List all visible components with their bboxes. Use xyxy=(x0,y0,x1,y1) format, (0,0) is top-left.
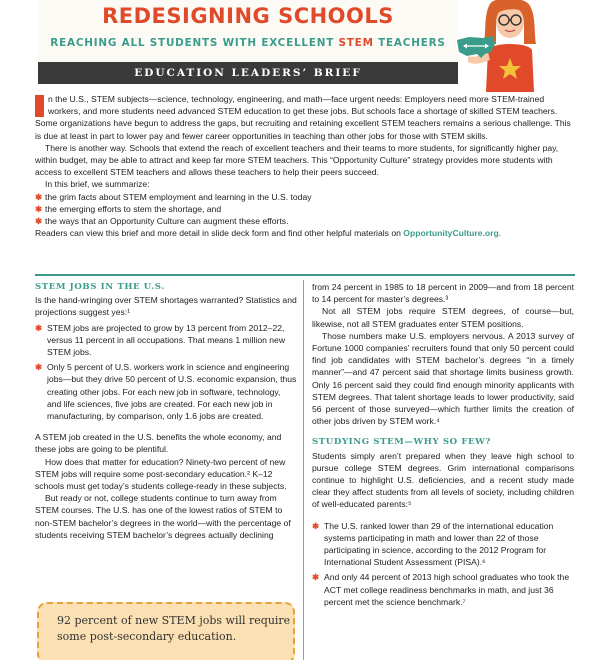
act-bullet xyxy=(312,571,574,608)
right-paragraph-3: Those numbers make U.S. employers nervous. A 2013 survey of Fortune 1000 companies’ recruiters found that only 50 percent could find job candidates with STEM bachelor’s degrees “in a timely manner”—and 47 percent said that shortage limits business growth. Only 16 percent said they could find enough minority applicants with STEM degrees. That talent shortage leads to lower productivity, said 56 percent of those surveyed—which further limits the creation of other jobs driven by STEM work.⁴ xyxy=(312,330,574,427)
section-divider xyxy=(35,274,575,276)
right-column xyxy=(312,281,574,608)
intro-paragraph-1 xyxy=(35,93,575,142)
left-paragraph-1: Is the hand-wringing over STEM shortages warranted? Statistics and projections suggest yes:¹ xyxy=(35,295,297,318)
intro-paragraph-3: In this brief, we summarize: xyxy=(45,179,150,190)
star-bullet-icon: ✱ xyxy=(312,520,320,531)
section-heading-stem-jobs: STEM JOBS IN THE U.S. xyxy=(35,282,165,292)
pisa-bullet xyxy=(312,520,574,569)
intro-bullet xyxy=(35,191,575,203)
us-map-icon xyxy=(455,34,497,60)
intro-p4-pre: Readers can view this brief and more detail in slide deck form and find other helpful materials on xyxy=(35,228,404,239)
left-paragraph-3: How does that matter for education? Ninety-two percent of new STEM jobs will require some post-secondary education.² K–12 schools must get today’s students college-ready in these subjects. xyxy=(35,456,287,492)
brief-label-bar xyxy=(38,62,458,84)
intro-bullet xyxy=(35,215,575,227)
page-subtitle xyxy=(38,36,458,51)
star-bullet-icon: ✱ xyxy=(35,362,43,373)
left-paragraph-4: But ready or not, college students continue to turn away from STEM courses. The U.S. has one of the lowest ratios of STEM to non-STEM bachelor’s degrees in the world—with the percentage of students receiving STEM bachelor’s degrees actually declining xyxy=(35,493,291,540)
stats-bullet-text: Only 5 percent of U.S. workers work in science and engineering jobs—but they drive 50 percent of U.S. economic expansion, thus creating other jobs. For each new job in software, technology, and life sciences, five jobs are created. For each new job in manufacturing, by comparison, only 1.6 jobs are created. xyxy=(47,362,297,422)
intro-paragraph-2: There is another way. Schools that extend the reach of excellent teachers and their teams to more students, for significantly higher pay, within budget, may be able to attract and keep far more STEM teachers. This “Opportunity Culture” strategy provides more students with access to excellent STEM teachers and allows these teachers to help their peers succeed. xyxy=(35,142,559,178)
opportunity-culture-link[interactable]: OpportunityCulture.org xyxy=(403,228,499,239)
intro-section xyxy=(35,93,575,239)
star-bullet-icon: ✱ xyxy=(312,572,320,583)
page-title: REDESIGNING SCHOOLS xyxy=(102,4,394,28)
column-rule xyxy=(303,280,304,660)
intro-bullet-text: the ways that an Opportunity Culture can augment these efforts. xyxy=(45,216,289,227)
stats-bullet xyxy=(35,361,297,422)
stats-bullet xyxy=(35,322,297,359)
callout-text: 92 percent of new STEM jobs will require some post-secondary education. xyxy=(57,614,291,643)
star-bullet-icon: ✱ xyxy=(35,216,43,227)
brief-header xyxy=(0,0,607,92)
intro-bullet xyxy=(35,203,575,215)
star-bullet-icon: ✱ xyxy=(35,191,43,202)
subtitle-highlight: STEM xyxy=(338,37,374,49)
right-paragraph-4: Students simply aren’t prepared when they leave high school to pursue college STEM degrees. Grim international comparisons continue to highlight U.S. deficiencies, and a recent study made clear they affect students from all levels of society, including children of well-educated parents:⁵ xyxy=(312,450,574,510)
act-bullet-text: And only 44 percent of 2013 high school graduates who took the ACT met college readiness benchmarks in math, and just 36 percent met the science benchmark.⁷ xyxy=(324,572,570,607)
right-paragraph-2: Not all STEM jobs require STEM degrees, of course—but, likewise, not all STEM graduates enter STEM positions. xyxy=(312,306,574,329)
left-column xyxy=(35,281,297,541)
intro-paragraph-4 xyxy=(35,227,575,239)
left-paragraph-2: A STEM job created in the U.S. benefits the whole economy, and these jobs are going to be plentiful. xyxy=(35,432,282,455)
star-bullet-icon: ✱ xyxy=(35,203,43,214)
callout-box xyxy=(37,602,295,660)
right-paragraph-1: from 24 percent in 1985 to 18 percent in 2009—and from 18 percent to 14 percent for master’s degrees.³ xyxy=(312,282,574,305)
drop-cap xyxy=(35,95,44,117)
star-bullet-icon: ✱ xyxy=(35,322,43,333)
section-heading-studying-stem: STUDYING STEM—WHY SO FEW? xyxy=(312,437,492,448)
intro-p1-text: n the U.S., STEM subjects—science, technology, engineering, and math—face urgent needs: Employers need more STEM-trained workers, and more students need advanced STEM education to get these jobs. But schools face a shortage of skilled STEM teachers. Some organizations have begun to address the gaps, but recruiting and retaining excellent STEM teachers remains a serious challenge. This is due at least in part to lower pay and fewer career opportunities in teaching than other jobs for those with STEM skills. xyxy=(35,94,571,141)
subtitle-post: TEACHERS xyxy=(373,37,446,49)
pisa-bullet-text: The U.S. ranked lower than 29 of the international education systems participating in math and lower than 22 of those participating in science, according to the 2012 Program for International Student Assessment (PISA).⁶ xyxy=(324,520,554,568)
brief-label: EDUCATION LEADERS’ BRIEF xyxy=(134,67,362,79)
stats-bullet-text: STEM jobs are projected to grow by 13 percent from 2012–22, versus 11 percent in all occupations. That means 1 million new STEM jobs. xyxy=(47,322,286,358)
subtitle-pre: REACHING ALL STUDENTS WITH EXCELLENT xyxy=(50,37,339,49)
intro-p4-post: . xyxy=(498,228,502,239)
intro-bullet-text: the grim facts about STEM employment and learning in the U.S. today xyxy=(45,191,312,202)
intro-bullet-text: the emerging efforts to stem the shortage, and xyxy=(45,203,222,214)
